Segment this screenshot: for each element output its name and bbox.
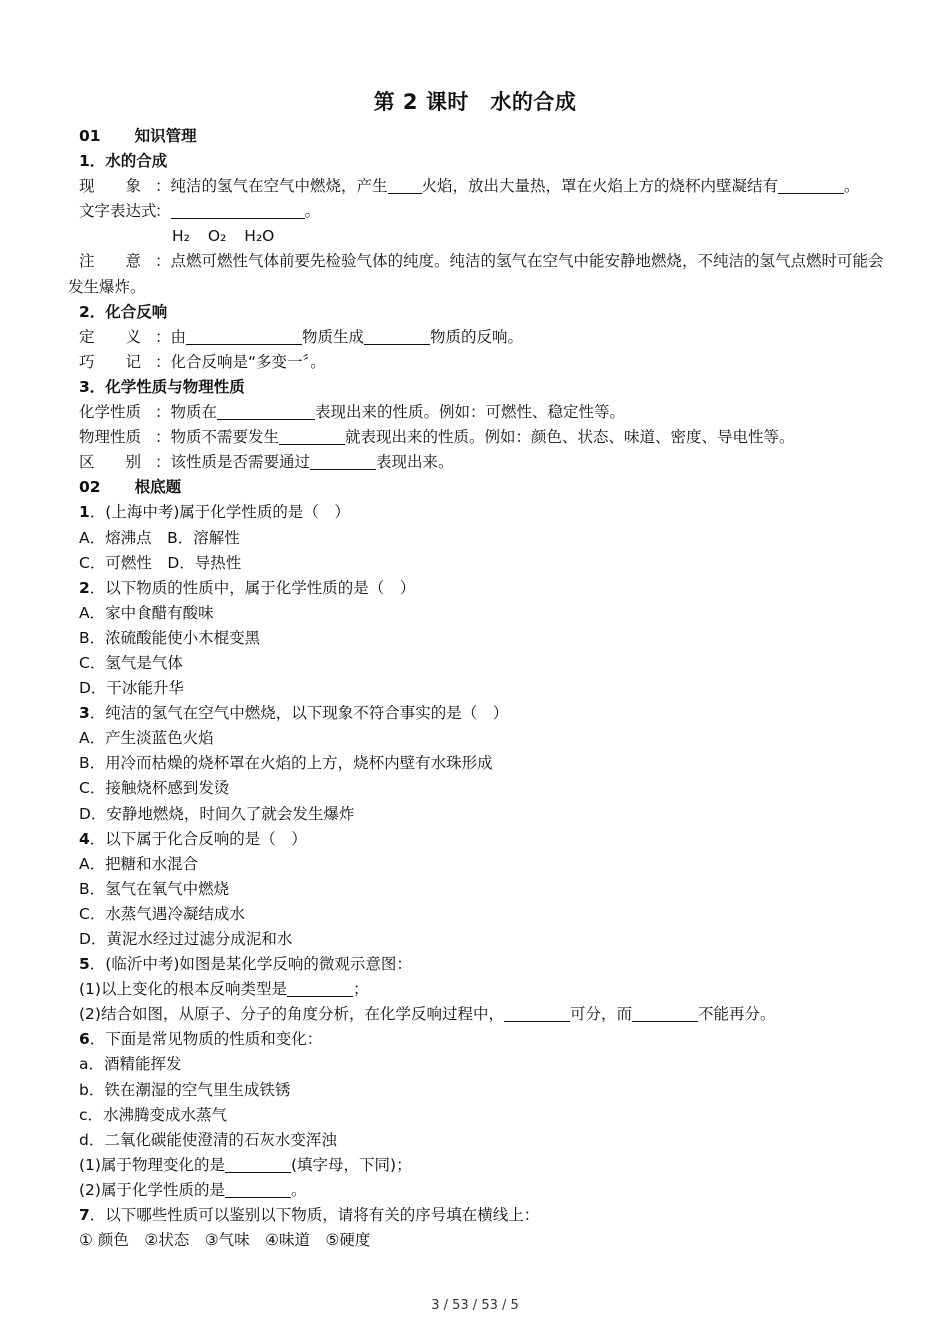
sub-question: (1)属于物理变化的是 (填字母，下同)； [79,1155,412,1174]
option-line: A．家中食醋有酸味 [79,603,214,622]
question-7: 7．以下哪些性质可以鉴别以下物质，请将有关的序号填在横线上： [79,1206,540,1225]
difference-line: 区 别 ：该性质是否需要通过 表现出来。 [79,453,454,472]
knowledge-heading-1: 1．水的合成 [79,152,168,171]
answer-blank[interactable] [225,1156,291,1173]
formula-o2: O₂ [207,227,227,246]
page-footer: 3 / 53 / 53 / 5 [431,1298,519,1313]
question-5: 5．(临沂中考)如图是某化学反响的微观示意图： [79,955,412,974]
definition-line: 定 义 ：由 物质生成 物质的反响。 [79,327,524,346]
formula-h2: H₂ [172,227,190,246]
answer-blank[interactable] [632,1005,698,1022]
answer-blank[interactable] [171,202,305,219]
list-item: d．二氧化碳能使澄清的石灰水变浑浊 [79,1130,337,1149]
note-paragraph: 注 意 ：点燃可燃性气体前要先检验气体的纯度。纯洁的氢气在空气中能安静地燃烧，不纯洁的氢气点燃时可能会发生爆炸。 [68,252,884,296]
option-line: C．接触烧杯感到发烫 [79,779,230,798]
answer-blank[interactable] [225,1181,291,1198]
option-line: B．氢气在氧气中燃烧 [79,879,230,898]
option-line: A．熔沸点 B．溶解性 [79,528,240,547]
answer-blank[interactable] [279,428,345,445]
page-title: 第 2 课时 水的合成 [373,90,577,114]
phenomenon-line: 现 象 ：纯洁的氢气在空气中燃烧，产生 火焰，放出大量热，罩在火焰上方的烧杯内壁凝结有 。 [79,177,860,196]
chemical-property-line: 化学性质 ：物质在 表现出来的性质。例如：可燃性、稳定性等。 [79,403,626,422]
option-line: D．安静地燃烧，时间久了就会发生爆炸 [79,804,355,823]
answer-blank[interactable] [287,980,353,997]
option-line: A．产生淡蓝色火焰 [79,729,214,748]
option-line: D．黄泥水经过过滤分成泥和水 [79,930,293,948]
answer-blank[interactable] [186,328,302,345]
option-line: D．干冰能升华 [79,679,184,698]
knowledge-heading-2: 2．化合反响 [79,302,168,321]
question-3: 3．纯洁的氢气在空气中燃烧，以下现象不符合事实的是（ ） [79,704,509,723]
sub-question: (2)结合如图，从原子、分子的角度分析，在化学反响过程中， 可分，而 不能再分。 [79,1005,776,1024]
expression-line: 文字表达式： 。 [79,202,321,221]
formula-h2o: H₂O [244,227,275,246]
answer-blank[interactable] [778,177,844,194]
list-item: b．铁在潮湿的空气里生成铁锈 [79,1080,291,1099]
mnemonic-line: 巧 记 ：化合反响是“多变一〞。 [79,352,326,371]
answer-blank[interactable] [310,453,376,470]
answer-blank[interactable] [388,177,422,194]
section-heading-knowledge: 01 知识管理 [79,127,197,145]
list-item: a．酒精能挥发 [79,1055,182,1074]
option-line: B．浓硫酸能使小木棍变黑 [79,628,261,647]
option-line: ① 颜色 ②状态 ③气味 ④味道 ⑤硬度 [79,1231,371,1250]
question-1: 1．(上海中考)属于化学性质的是（ ） [79,503,350,522]
option-line: C．水蒸气遇冷凝结成水 [79,904,245,923]
sub-question: (2)属于化学性质的是 。 [79,1180,307,1199]
question-6: 6．下面是常见物质的性质和变化： [79,1030,323,1049]
knowledge-heading-3: 3．化学性质与物理性质 [79,377,245,396]
physical-property-line: 物理性质 ：物质不需要发生 就表现出来的性质。例如：颜色、状态、味道、密度、导电性等。 [79,428,795,447]
option-line: C．氢气是气体 [79,653,183,672]
option-line: C．可燃性 D．导热性 [79,553,242,572]
section-heading-basics: 02 根底题 [79,478,182,497]
answer-blank[interactable] [217,403,315,420]
list-item: c．水沸腾变成水蒸气 [79,1105,228,1124]
answer-blank[interactable] [364,328,430,345]
option-line: B．用冷而枯燥的烧杯罩在火焰的上方，烧杯内壁有水珠形成 [79,754,493,773]
sub-question: (1)以上变化的根本反响类型是 ； [79,980,369,999]
question-4: 4．以下属于化合反响的是（ ） [79,829,307,848]
document-body [68,124,898,1253]
answer-blank[interactable] [504,1005,570,1022]
chemical-formulas [68,224,898,249]
question-2: 2．以下物质的性质中，属于化学性质的是（ ） [79,578,416,597]
option-line: A．把糖和水混合 [79,854,199,873]
